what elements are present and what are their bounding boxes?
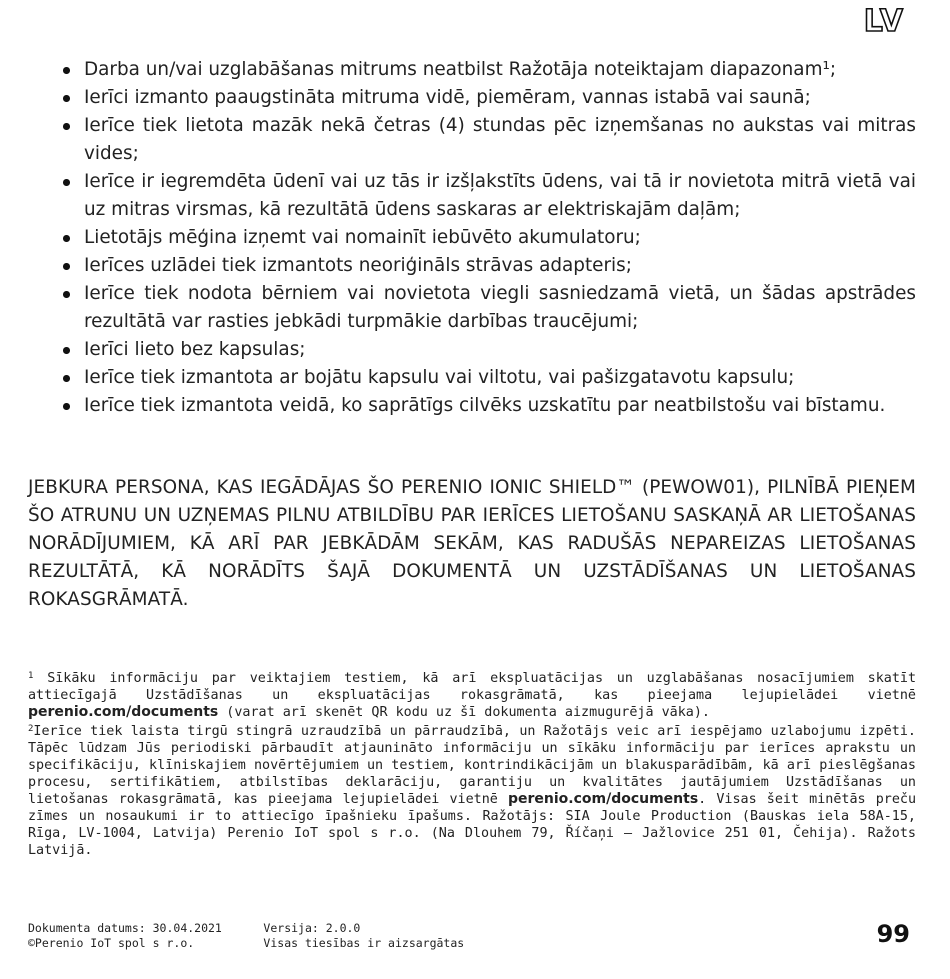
footnote-text-tail: (varat arī skenēt QR kodu uz šī dokumenta aizmugurējā vāka). [226,705,710,720]
copyright-text: ©Perenio IoT spol s r.o. [28,936,195,950]
list-item: Ierīce tiek lietota mazāk nekā četras (4) stundas pēc izņemšanas no aukstas vai mitras vides; [28,112,916,168]
footnote-2 [28,721,916,859]
footer-line-2 [28,936,464,951]
list-item: Ierīce tiek nodota bērniem vai novietota viegli sasniedzamā vietā, un šādas apstrādes rezultātā var rasties jebkādi turpmākie darbības traucējumi; [28,280,916,336]
document-footer [28,921,464,951]
list-item: Darba un/vai uzglabāšanas mitrums neatbilst Ražotāja noteiktajam diapazonam¹; [28,56,916,84]
list-item: Ierīci lieto bez kapsulas; [28,336,916,364]
footnote-text: Sīkāku informāciju par veiktajiem testiem, kā arī ekspluatācijas un uzglabāšanas nosacījumiem skatīt attiecīgajā Uzstādīšanas un ekspluatācijas rokasgrāmatā, kas pieejama lejupielādei vietnē [28,671,917,703]
conditions-list [28,56,916,420]
documents-link[interactable]: perenio.com/documents [28,704,219,720]
list-item: Lietotājs mēģina izņemt vai nomainīt iebūvēto akumulatoru; [28,224,916,252]
list-item: Ierīce tiek izmantota veidā, ko saprātīgs cilvēks uzskatītu par neatbilstošu vai bīstamu. [28,392,916,420]
footer-line-1 [28,921,464,936]
footnote-marker: 2 [28,724,34,734]
list-item: Ierīces uzlādei tiek izmantots neoriģināls strāvas adapteris; [28,252,916,280]
footnote-marker: 1 [28,671,34,681]
document-date: Dokumenta datums: 30.04.2021 [28,921,222,935]
rights-text: Visas tiesības ir aizsargātas [263,936,465,950]
footnote-1 [28,668,916,721]
footnote-text-tail: . Visas šeit minētās preču zīmes un nosaukumi ir to attiecīgo īpašnieku īpašums. Ražotājs: SIA Joule Production (Bauskas iela 58A-15, Rīga, LV-1004, Latvija) Perenio IoT spol s r.o. (Na Dlouhem 79, Říčaņi – Jažlovice 251 01, Čehija). Ražots Latvijā. [28,792,917,858]
footnote-text: Ierīce tiek laista tirgū stingrā uzraudzībā un pārraudzībā, un Ražotājs veic arī iespējamo uzlabojumu izpēti. Tāpēc lūdzam Jūs periodiski pārbaudīt atjauninātо informāciju un sīkāku informāciju par ierīces aprakstu un specifikāciju, klīniskajiem novērtējumiem un testiem, kontrindikācijām un blakusparādībām, kā arī pieslēgšanas procesu, sertifikātiem, atbilstības deklarāciju, garantiju un kvalitātes jautājumiem Uzstādīšanas un lietošanas rokasgrāmatā, kas pieejama lejupielādei vietnē [28,724,916,807]
list-item: Ierīce ir iegremdēta ūdenī vai uz tās ir izšļakstīts ūdens, vai tā ir novietota mitrā vietā vai uz mitras virsmas, kā rezultātā ūdens saskaras ar elektriskajām daļām; [28,168,916,224]
list-item: Ierīce tiek izmantota ar bojātu kapsulu vai viltotu, vai pašizgatavotu kapsulu; [28,364,916,392]
documents-link[interactable]: perenio.com/documents [507,791,699,807]
list-item: Ierīci izmanto paaugstināta mitruma vidē, piemēram, vannas istabā vai saunā; [28,84,916,112]
document-version: Versija: 2.0.0 [263,921,361,935]
language-code: LV [863,4,904,39]
footnotes [28,668,916,859]
disclaimer-paragraph: JEBKURA PERSONA, KAS IEGĀDĀJAS ŠO PERENIO IONIC SHIELD™ (PEWOW01), PILNĪBĀ PIEŅEM ŠO ATRUNU UN UZŅEMAS PILNU ATBILDĪBU PAR IERĪCES LIETOŠANU SASKAŅĀ AR LIETOŠANAS NORĀDĪJUMIEM, KĀ ARĪ PAR JEBKĀDĀM SEKĀM, KAS RADUŠĀS NEPAREIZAS LIETOŠANAS REZULTĀTĀ, KĀ NORĀDĪTS ŠAJĀ DOKUMENTĀ UN UZSTĀDĪŠANAS UN LIETOŠANAS ROKASGRĀMATĀ. [28,477,916,610]
page-number: 99 [876,920,910,948]
